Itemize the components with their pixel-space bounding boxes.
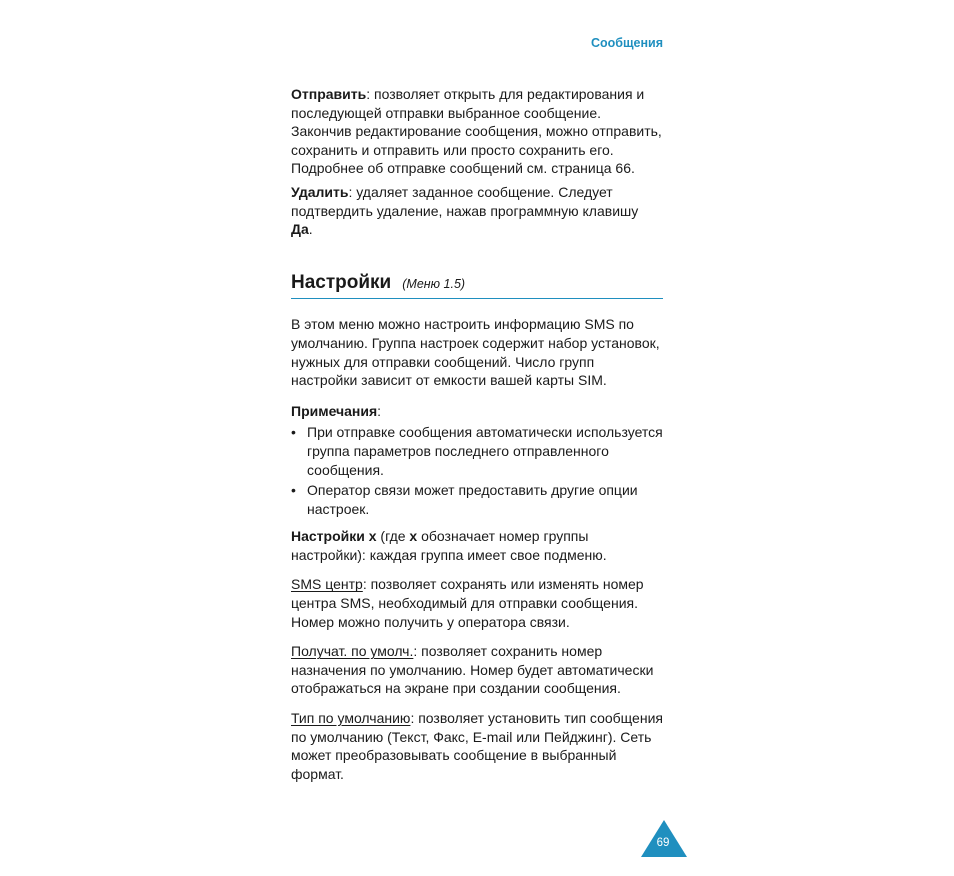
default-recipient-text: : позволяет сохранить номер назначения по умолчанию. Номер будет автоматически отображаться на экране при создании сообщения. [291,643,654,697]
settings-heading [291,271,663,300]
send-paragraph [291,85,663,178]
list-item [291,481,663,518]
settings-x-pre: (где [376,528,410,545]
send-text: : позволяет открыть для редактирования и последующей отправки выбранное сообщение. Закончив редактирование сообщения, можно отправить, сохранить и отправить или просто сохранить его. Подробнее об отправке сообщений см. страница 66. [291,86,662,177]
default-recipient-term: Получат. по умолч. [291,643,414,660]
section-header: Сообщения [590,36,663,50]
sms-center-text: : позволяет сохранять или изменять номер центра SMS, необходимый для отправки сообщения. Номер можно получить у оператора связи. [291,576,644,630]
settings-intro: В этом меню можно настроить информацию SMS по умолчанию. Группа настроек содержит набор установок, нужных для отправки сообщений. Число групп настройки зависит от емкости вашей карты SIM. [291,316,660,389]
settings-title: Настройки [291,271,392,293]
settings-x-term: Настройки x [291,528,377,545]
bullet-icon: • [291,482,296,499]
settings-x-var: x [409,528,418,545]
send-term: Отправить [291,86,367,102]
delete-term: Удалить [291,183,349,200]
default-type-paragraph [291,709,663,783]
notes-colon: : [377,402,382,419]
default-type-term: Тип по умолчанию [291,710,411,727]
delete-end: . [308,221,313,238]
sms-center-paragraph [291,575,663,631]
note-text: Оператор связи может предоставить другие опции настроек. [307,482,638,517]
sms-center-term: SMS центр [291,576,363,593]
bullet-icon: • [291,424,296,441]
notes-list [291,423,663,518]
settings-menu-ref: (Меню 1.5) [402,276,466,291]
note-text: При отправке сообщения автоматически используется группа параметров последнего отправленного сообщения. [307,424,663,478]
default-recipient-paragraph [291,642,663,698]
page-number: 69 [656,837,670,849]
delete-key: Да [291,221,309,238]
default-type-text: : позволяет установить тип сообщения по умолчанию (Текст, Факс, E-mail или Пейджинг). Сеть может преобразовывать сообщение в выбранный формат. [291,710,663,782]
page-content [291,85,663,783]
notes-heading [291,402,663,421]
list-item [291,423,663,479]
notes-title: Примечания [291,402,378,419]
settings-x-post: обозначает номер группы настройки): каждая группа имеет свое подменю. [291,528,607,563]
settings-x-paragraph [291,527,663,564]
delete-paragraph [291,183,663,239]
delete-text: : удаляет заданное сообщение. Следует подтвердить удаление, нажав программную клавишу [291,183,639,219]
